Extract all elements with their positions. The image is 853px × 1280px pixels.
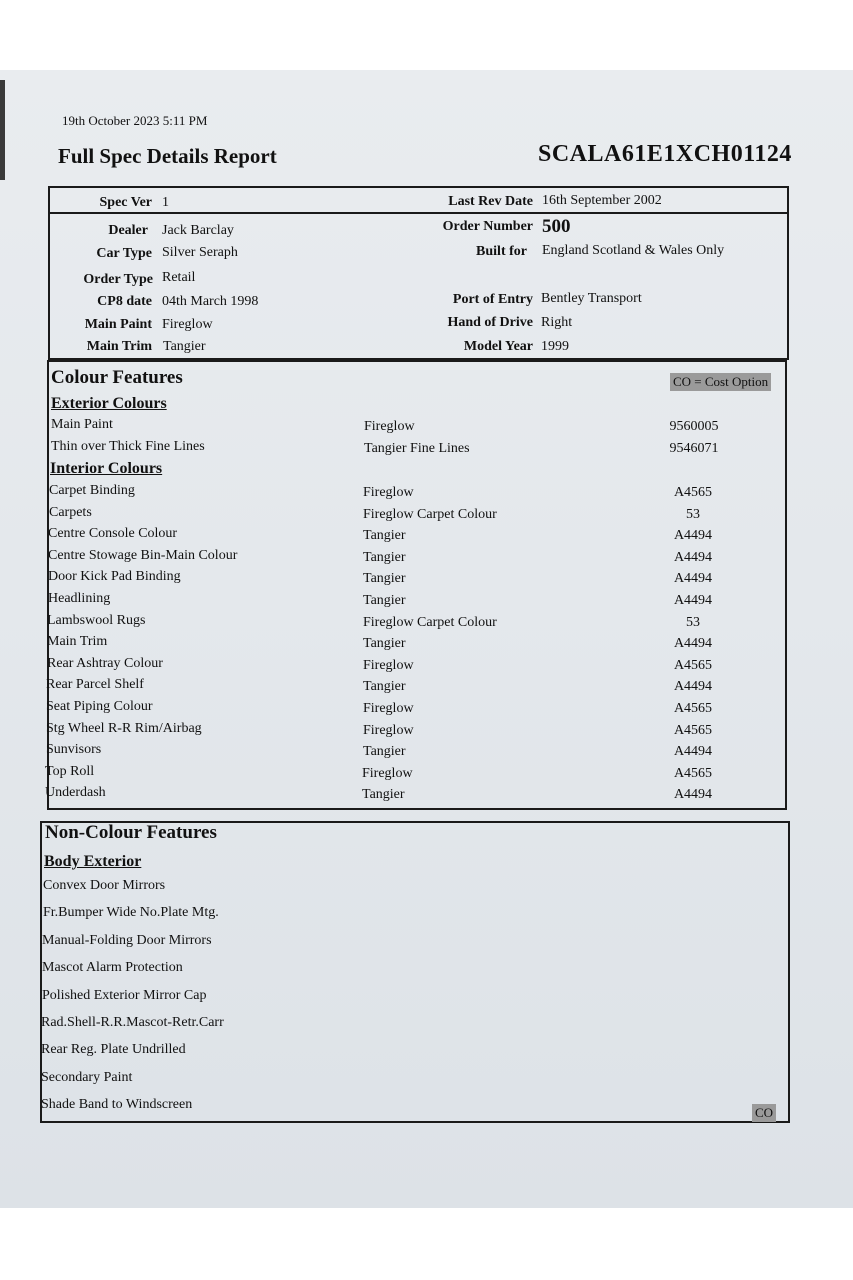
feature-value: Tangier — [363, 593, 406, 608]
feature-code: 9560005 — [669, 419, 719, 434]
body-exterior-item: Rear Reg. Plate Undrilled — [41, 1042, 186, 1057]
feature-code: A4494 — [673, 744, 713, 759]
body-exterior-item: Manual-Folding Door Mirrors — [42, 933, 212, 948]
built-for-label: Built for — [476, 244, 527, 259]
main-trim-label: Main Trim — [86, 339, 152, 354]
feature-code: A4494 — [673, 636, 713, 651]
feature-value: Fireglow — [363, 701, 414, 716]
feature-value: Tangier — [363, 679, 406, 694]
spec-divider — [50, 212, 787, 214]
body-exterior-item: Secondary Paint — [41, 1070, 133, 1085]
last-rev-label: Last Rev Date — [448, 194, 533, 209]
feature-code: A4565 — [673, 766, 713, 781]
feature-code: A4494 — [673, 528, 713, 543]
body-exterior-item: Rad.Shell-R.R.Mascot-Retr.Carr — [41, 1015, 224, 1030]
feature-value: Tangier — [363, 550, 406, 565]
feature-value: Tangier — [363, 636, 406, 651]
feature-name: Lambswool Rugs — [47, 613, 146, 628]
feature-name: Centre Stowage Bin-Main Colour — [48, 548, 238, 563]
main-trim-value: Tangier — [163, 339, 206, 354]
interior-colours-title: Interior Colours — [50, 460, 163, 477]
feature-code: A4565 — [673, 701, 713, 716]
feature-value: Fireglow — [362, 766, 413, 781]
feature-name: Thin over Thick Fine Lines — [51, 439, 205, 454]
feature-value: Fireglow — [363, 658, 414, 673]
feature-value: Fireglow Carpet Colour — [363, 615, 497, 630]
body-exterior-item: Shade Band to Windscreen — [41, 1097, 193, 1112]
spec-ver-label: Spec Ver — [99, 195, 152, 210]
feature-value: Tangier — [363, 528, 406, 543]
car-type-label: Car Type — [96, 246, 152, 261]
feature-value: Fireglow — [363, 723, 414, 738]
body-exterior-item: Convex Door Mirrors — [43, 878, 166, 893]
order-number-label: Order Number — [442, 219, 533, 234]
report-title: Full Spec Details Report — [58, 144, 277, 168]
built-for-value: England Scotland & Wales Only — [542, 243, 725, 258]
feature-code: 53 — [686, 507, 700, 522]
port-of-entry-value: Bentley Transport — [541, 291, 642, 306]
feature-name: Main Trim — [47, 634, 108, 649]
feature-name: Top Roll — [45, 764, 95, 779]
feature-code: A4494 — [673, 550, 713, 565]
feature-name: Seat Piping Colour — [46, 699, 153, 714]
report-datetime: 19th October 2023 5:11 PM — [62, 113, 208, 128]
main-paint-label: Main Paint — [84, 317, 152, 332]
non-colour-features-title: Non-Colour Features — [45, 822, 217, 843]
car-type-value: Silver Seraph — [162, 245, 238, 260]
feature-code: 53 — [686, 615, 700, 630]
hand-of-drive-label: Hand of Drive — [447, 315, 533, 330]
feature-name: Rear Parcel Shelf — [46, 677, 144, 692]
feature-name: Underdash — [45, 785, 106, 800]
feature-code: A4494 — [673, 787, 713, 802]
feature-name: Centre Console Colour — [48, 526, 178, 541]
feature-value: Fireglow — [364, 419, 415, 434]
spec-details-box — [48, 186, 789, 360]
feature-name: Headlining — [48, 591, 111, 606]
port-of-entry-label: Port of Entry — [452, 292, 533, 307]
cp8-date-value: 04th March 1998 — [162, 294, 259, 309]
spec-ver-value: 1 — [162, 195, 169, 210]
feature-code: A4494 — [673, 679, 713, 694]
feature-code: A4565 — [673, 658, 713, 673]
vin-number: SCALA61E1XCH01124 — [538, 141, 792, 167]
body-exterior-item: Fr.Bumper Wide No.Plate Mtg. — [43, 905, 219, 920]
feature-value: Fireglow — [363, 485, 414, 500]
paper-shadow-edge — [0, 80, 5, 180]
colour-features-title: Colour Features — [51, 367, 183, 388]
feature-name: Sunvisors — [46, 742, 102, 757]
body-exterior-item: Mascot Alarm Protection — [42, 960, 183, 975]
feature-code: 9546071 — [669, 441, 719, 456]
feature-code: A4494 — [673, 593, 713, 608]
model-year-label: Model Year — [463, 339, 533, 354]
feature-value: Tangier — [363, 571, 406, 586]
cp8-date-label: CP8 date — [97, 294, 152, 309]
co-badge: CO — [752, 1104, 776, 1122]
feature-name: Main Paint — [51, 417, 113, 432]
feature-code: A4565 — [673, 723, 713, 738]
feature-name: Carpet Binding — [49, 483, 135, 498]
feature-name: Rear Ashtray Colour — [47, 656, 163, 671]
cost-option-legend: CO = Cost Option — [670, 373, 771, 391]
last-rev-value: 16th September 2002 — [542, 193, 662, 208]
exterior-colours-title: Exterior Colours — [51, 395, 167, 412]
feature-name: Door Kick Pad Binding — [48, 569, 181, 584]
feature-name: Stg Wheel R-R Rim/Airbag — [46, 721, 202, 736]
feature-value: Fireglow Carpet Colour — [363, 507, 497, 522]
hand-of-drive-value: Right — [541, 315, 573, 330]
order-number-value: 500 — [542, 216, 571, 237]
dealer-value: Jack Barclay — [162, 223, 234, 238]
model-year-value: 1999 — [541, 339, 569, 354]
dealer-label: Dealer — [108, 223, 148, 238]
feature-code: A4494 — [673, 571, 713, 586]
feature-name: Carpets — [49, 505, 92, 520]
order-type-value: Retail — [162, 270, 196, 285]
feature-value: Tangier — [362, 787, 405, 802]
order-type-label: Order Type — [83, 272, 153, 287]
body-exterior-item: Polished Exterior Mirror Cap — [42, 988, 207, 1003]
main-paint-value: Fireglow — [162, 317, 213, 332]
feature-code: A4565 — [673, 485, 713, 500]
feature-value: Tangier — [363, 744, 406, 759]
feature-value: Tangier Fine Lines — [364, 441, 470, 456]
body-exterior-title: Body Exterior — [44, 853, 142, 870]
